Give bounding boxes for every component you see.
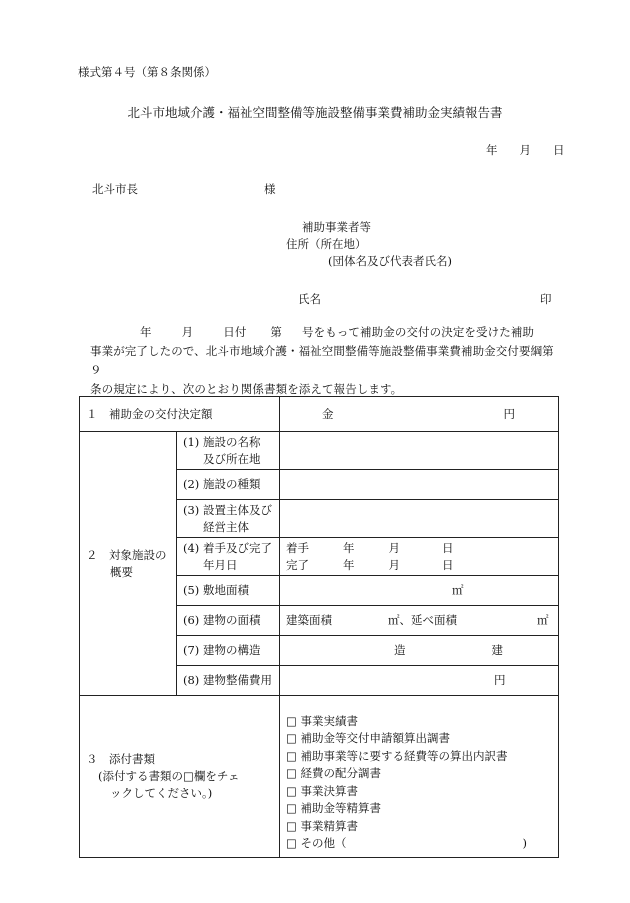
cost-en-label: 円 <box>494 673 506 687</box>
start-month: 月 <box>388 540 400 555</box>
address-label: 住所（所在地） <box>286 237 367 251</box>
body-day: 日付 <box>223 325 247 339</box>
report-body <box>90 323 560 399</box>
start-year: 年 <box>343 540 355 555</box>
attachment-checkbox[interactable]: □ 経費の配分調書 <box>286 766 382 780</box>
attachment-checkbox-other[interactable] <box>286 835 552 853</box>
zou-label: 造 <box>394 643 406 657</box>
facility-name-label-b: 及び所在地 <box>203 451 261 466</box>
date-day: 日 <box>553 143 565 157</box>
facility-summary-label-a: ２ 対象施設の <box>86 547 167 562</box>
attachments-label-b: (添付する書類の□欄をチェ <box>98 769 240 783</box>
facility-summary-label <box>80 432 177 696</box>
addressee: 北斗市長 <box>92 182 138 196</box>
start-date-row <box>286 540 552 557</box>
attachment-checkbox[interactable]: □ 補助金等交付申請額算出調書 <box>286 731 451 745</box>
body-line-1 <box>90 323 560 342</box>
attachment-checkbox[interactable]: □ 事業実績書 <box>286 713 359 728</box>
dates-label-a: (4) 着手及び完了 <box>183 540 272 555</box>
finish-label: 完了 <box>286 557 309 572</box>
attachments-label-a: ３ 添付書類 <box>86 752 155 766</box>
attachment-checkbox[interactable]: □ 事業精算書 <box>286 818 359 833</box>
site-area-field[interactable] <box>280 576 559 606</box>
building-area-text: 建築面積 <box>286 613 332 627</box>
dates-label-b: 年月日 <box>203 557 238 572</box>
en-label: 円 <box>503 406 515 421</box>
report-table <box>79 396 559 858</box>
form-number: 様式第４号（第８条関係） <box>78 65 216 79</box>
date-month: 月 <box>519 143 531 157</box>
founder-label-b: 経営主体 <box>203 519 249 534</box>
name-label: 氏名 <box>298 292 321 306</box>
start-label: 着手 <box>286 540 309 555</box>
kin-label: 金 <box>322 406 334 421</box>
facility-name-label <box>177 432 280 470</box>
founder-label <box>177 500 280 538</box>
table-row <box>80 696 559 858</box>
subsidy-amount-label: １ 補助金の交付決定額 <box>80 397 280 432</box>
document-title: 北斗市地域介護・福祉空間整備等施設整備事業費補助金実績報告書 <box>127 105 503 120</box>
building-area-label: (6) 建物の面積 <box>177 606 280 636</box>
facility-name-label-a: (1) 施設の名称 <box>183 434 261 449</box>
body-line-2: 事業が完了したので、北斗市地域介護・福祉空間整備等施設整備事業費補助金交付要綱第９ <box>90 344 554 377</box>
facility-type-label: (2) 施設の種類 <box>177 470 280 500</box>
date-year: 年 <box>486 143 498 157</box>
dates-field[interactable] <box>280 538 559 576</box>
finish-month: 月 <box>388 557 400 572</box>
facility-summary-label-b: 概要 <box>110 564 133 579</box>
structure-field[interactable] <box>280 636 559 666</box>
other-label: □ その他（ <box>286 836 347 850</box>
attachment-checkbox[interactable]: □ 補助事業等に要する経費等の算出内訳書 <box>286 748 508 763</box>
date-line <box>486 142 565 158</box>
founder-label-a: (3) 設置主体及び <box>183 502 272 517</box>
finish-date-row <box>286 557 552 574</box>
seal-mark: 印 <box>540 292 552 306</box>
honorific: 様 <box>264 182 276 196</box>
facility-type-field[interactable] <box>280 470 559 500</box>
organization-label: (団体名及び代表者氏名) <box>328 254 452 268</box>
attachments-label <box>80 696 280 858</box>
ken-label: 建 <box>491 643 503 657</box>
body-line-1-rest: 号をもって補助金の交付の決定を受けた補助 <box>302 325 535 339</box>
finish-day: 日 <box>442 557 454 572</box>
cost-field[interactable] <box>280 666 559 696</box>
facility-name-field[interactable] <box>280 432 559 470</box>
sqm-unit: ㎡ <box>452 583 464 597</box>
attachment-checkbox[interactable]: □ 事業決算書 <box>286 783 359 798</box>
body-year: 年 <box>140 325 152 339</box>
table-row <box>80 432 559 470</box>
body-dai: 第 <box>270 325 283 339</box>
attachment-checkbox[interactable]: □ 補助金等精算書 <box>286 801 382 815</box>
body-month: 月 <box>181 325 194 339</box>
floor-area-text: ㎡、延べ面積 <box>388 613 457 627</box>
structure-label: (7) 建物の構造 <box>177 636 280 666</box>
site-area-label: (5) 敷地面積 <box>177 576 280 606</box>
building-area-field[interactable] <box>280 606 559 636</box>
subsidy-amount-field[interactable] <box>280 397 559 432</box>
sqm-unit-2: ㎡ <box>537 613 549 627</box>
table-row <box>80 397 559 432</box>
finish-year: 年 <box>343 557 355 572</box>
body-line-3: 条の規定により、次のとおり関係書類を添えて報告します。 <box>90 382 403 396</box>
cost-label: (8) 建物整備費用 <box>177 666 280 696</box>
attachments-label-c: ックしてください。) <box>110 786 213 800</box>
attachments-checklist <box>280 696 559 858</box>
applicant-label: 補助事業者等 <box>302 220 371 234</box>
other-close-paren: ) <box>522 836 528 850</box>
dates-label <box>177 538 280 576</box>
start-day: 日 <box>442 540 454 555</box>
founder-field[interactable] <box>280 500 559 538</box>
